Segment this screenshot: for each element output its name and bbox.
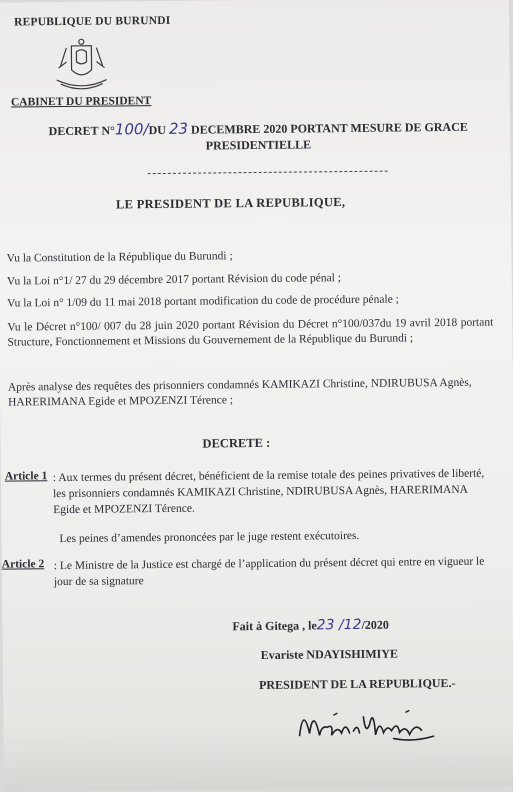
decree-du: DU xyxy=(148,122,169,138)
cabinet-header: CABINET DU PRESIDENT xyxy=(10,95,152,109)
consideration-1: Vu la Constitution de la République du Burundi ; xyxy=(6,250,233,265)
place-date xyxy=(232,617,389,635)
article-2-text: : Le Ministre de la Justice est chargé de l’application du présent décret qui entre en vigueur le jour de sa signature xyxy=(53,555,485,589)
decree-prefix: DECRET N° xyxy=(48,123,115,139)
consideration-2: Vu la Loi n°1/ 27 du 29 décembre 2017 portant Révision du code pénal ; xyxy=(6,272,341,288)
republic-header: REPUBLIQUE DU BURUNDI xyxy=(14,14,171,29)
divider xyxy=(148,171,388,175)
fait-prefix: Fait à Gitega , le xyxy=(232,618,317,634)
coat-of-arms-icon xyxy=(46,35,117,96)
signer-title: PRESIDENT DE LA REPUBLIQUE.- xyxy=(258,675,456,692)
decree-day: 23 xyxy=(168,119,189,138)
decrete-heading: DECRETE : xyxy=(202,435,271,451)
article-1-label: Article 1 xyxy=(4,470,48,483)
handwritten-signature xyxy=(293,694,444,756)
president-heading: LE PRESIDENT DE LA REPUBLIQUE, xyxy=(115,195,346,212)
year: /2020 xyxy=(361,617,389,632)
article-1-extra: Les peines d’amendes prononcées par le juge restent exécutoires. xyxy=(59,529,360,546)
signer-name: Evariste NDAYISHIMIYE xyxy=(260,646,399,662)
handwritten-date: 23 /12 xyxy=(316,616,362,634)
decree-title xyxy=(23,118,493,156)
article-2-label: Article 2 xyxy=(1,558,45,571)
consideration-3: Vu la Loi n° 1/09 du 11 mai 2018 portant modification du code de procédure pénale ; xyxy=(6,293,399,310)
article-1-text: : Aux termes du présent décret, bénéficient de la remise totale des peines privatives de liberté, les prisonniers condamnés KAMIKAZI Christine, NDIRUBUSA Agnès, HARERIMANA Egide et MPOZENZI Térence. xyxy=(52,467,485,517)
consideration-4: Vu le Décret n°100/ 007 du 28 juin 2020 portant Révision du Décret n°100/037du 19 avril 2018 portant Structure, Fonctionnement et Missions du Gouvernement de la République du Burundi ; xyxy=(7,316,494,349)
consideration-5: Après analyse des requêtes des prisonniers condamnés KAMIKAZI Christine, NDIRUBUSA Agnès, HARERIMANA Egide et MPOZENZI Térence ; xyxy=(7,376,472,409)
decree-title-rest: DECEMBRE 2020 PORTANT MESURE DE GRACE PRESIDENTIELLE xyxy=(187,119,468,153)
decree-number: 100/ xyxy=(114,120,149,139)
